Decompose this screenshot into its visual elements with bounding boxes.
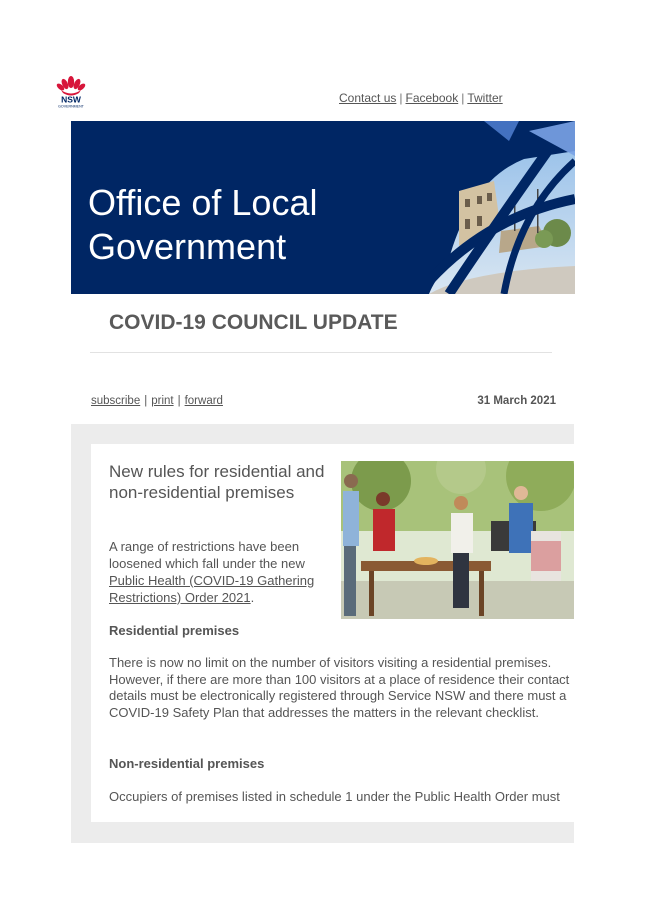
residential-text: There is now no limit on the number of visitors visiting a residential premises. However, if there are more than 100 visitors at a place of residence their contact details must be electronically registered through Service NSW and there must a COVID-19 Safety Plan that addresses the matters in the relevant checklist. (109, 655, 570, 720)
intro-text: A range of restrictions have been loosened which fall under the new (109, 539, 305, 571)
banner-title-line1: Office of Local (88, 182, 318, 223)
residential-heading: Residential premises (109, 623, 240, 638)
banner-title-line2: Government (88, 226, 287, 267)
nonresidential-heading: Non-residential premises (109, 756, 265, 771)
nonresidential-text: Occupiers of premises listed in schedule 1 under the Public Health Order must (109, 789, 560, 804)
twitter-link[interactable]: Twitter (467, 91, 503, 105)
nsw-government-logo[interactable] (55, 75, 87, 109)
header-banner (71, 121, 575, 294)
article-title: New rules for residential and non-residential premises (109, 462, 325, 502)
logo-subtext: GOVERNMENT (58, 104, 84, 109)
public-health-order-link[interactable]: Public Health (COVID-19 Gathering Restrictions) Order 2021 (109, 573, 315, 605)
contact-us-link[interactable]: Contact us (339, 91, 397, 105)
gathering-photo (341, 461, 574, 619)
facebook-link[interactable]: Facebook (405, 91, 459, 105)
action-separator: | (144, 395, 148, 407)
article-intro (109, 538, 329, 606)
action-separator: | (177, 395, 181, 407)
email-actions (91, 395, 223, 407)
top-links (339, 91, 503, 105)
link-separator: | (461, 91, 465, 105)
forward-link[interactable]: forward (184, 395, 223, 407)
banner-title (88, 181, 317, 269)
subscribe-link[interactable]: subscribe (91, 395, 141, 407)
intro-end: . (250, 590, 255, 605)
article-card (91, 444, 574, 822)
divider (90, 352, 552, 353)
banner-town-photo (429, 121, 575, 294)
logo-text: NSW (61, 94, 81, 105)
update-heading: COVID-19 COUNCIL UPDATE (109, 311, 398, 334)
print-link[interactable]: print (151, 395, 174, 407)
issue-date: 31 March 2021 (477, 395, 556, 407)
link-separator: | (399, 91, 403, 105)
